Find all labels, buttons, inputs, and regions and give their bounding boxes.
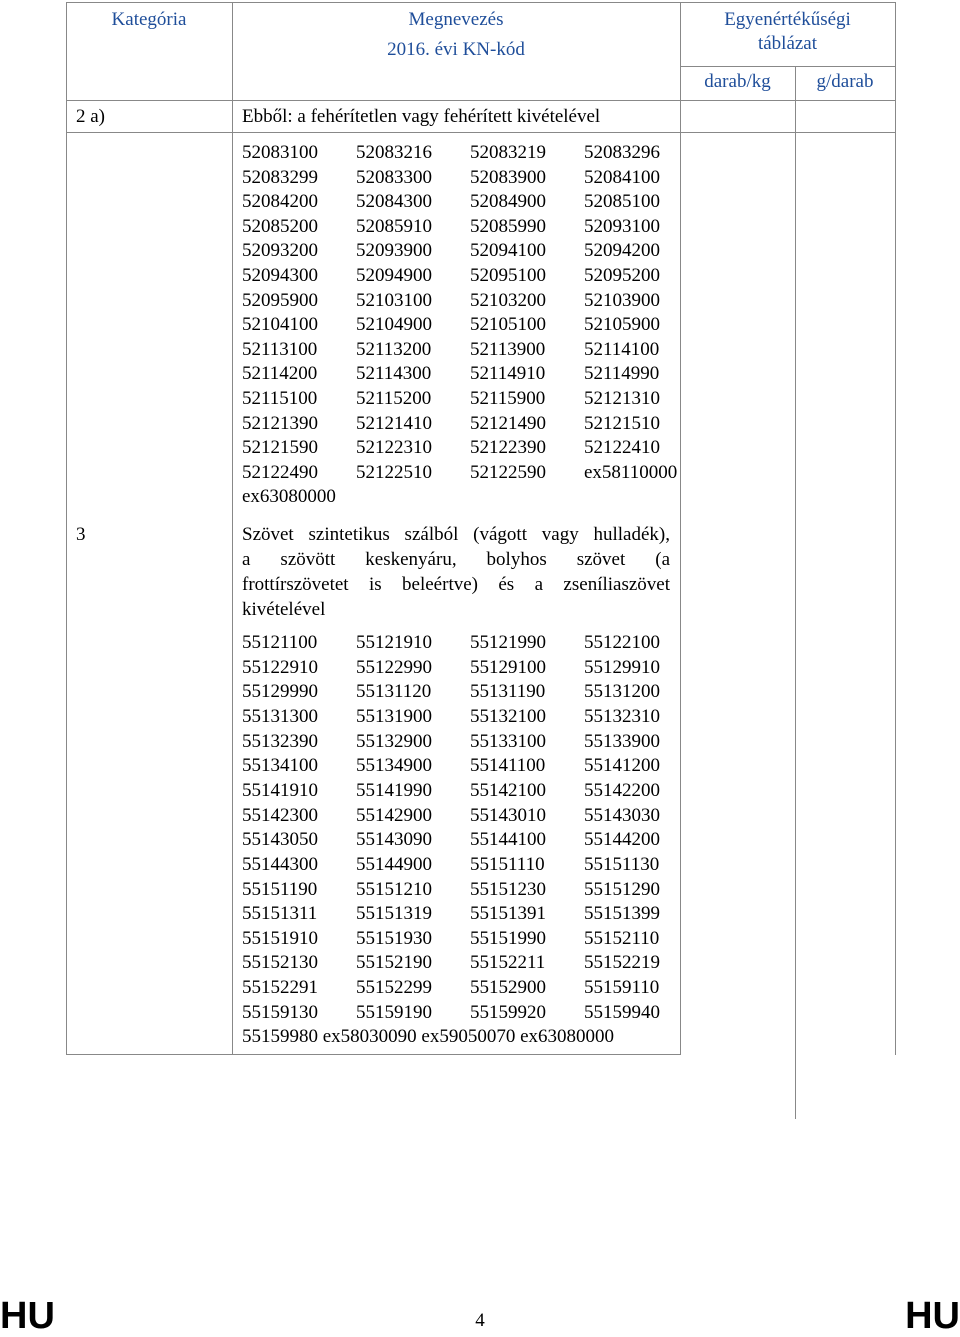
code-row (242, 926, 684, 951)
page-number: 4 (475, 1310, 485, 1331)
kn-code: 52121390 (242, 412, 318, 434)
kn-code: 55151399 (584, 903, 660, 925)
kn-code: 55132310 (584, 705, 660, 727)
kn-code: 55133900 (584, 730, 660, 752)
kn-code: 52103200 (470, 289, 546, 311)
code-row (242, 655, 684, 680)
kn-code: 52104100 (242, 314, 318, 336)
kn-code: 55141910 (242, 779, 318, 801)
kn-code: 52085910 (356, 215, 432, 237)
kn-code: 55151311 (242, 903, 318, 925)
code-row (242, 361, 684, 386)
kn-code: 52084900 (470, 191, 546, 213)
header-kategoria: Kategória (111, 9, 187, 30)
kn-code: ex58110000 (584, 461, 678, 483)
kn-code: 55152211 (470, 952, 546, 974)
kn-code: 52094900 (356, 265, 432, 286)
kn-code: ex63080000 (242, 486, 336, 508)
title-2a: Ebből: a fehérítetlen vagy fehérített kivételével (242, 106, 601, 127)
table-border-top (66, 2, 895, 3)
kn-code: 55151930 (356, 927, 432, 949)
kn-code: 55132900 (356, 730, 432, 752)
kn-code: 52114990 (584, 363, 660, 385)
kn-code: 52104900 (356, 314, 432, 336)
kn-code: 52085100 (584, 191, 660, 213)
code-row (242, 679, 684, 704)
kn-code: 52083219 (470, 142, 546, 163)
kn-code: 55151290 (584, 878, 660, 900)
table-border-col1 (232, 2, 233, 1055)
kn-code: 55151990 (470, 927, 546, 949)
kn-code: 52115200 (356, 388, 432, 409)
code-row (242, 704, 684, 729)
kn-code: 52094300 (242, 265, 318, 286)
code-row (242, 312, 684, 337)
kn-code: 52103100 (356, 289, 432, 311)
code-row (242, 975, 684, 1000)
kn-code: 52114200 (242, 363, 318, 385)
kn-code: 52093900 (356, 240, 432, 262)
category-2a: 2 a) (76, 106, 106, 127)
kn-code: 55151190 (242, 878, 318, 900)
code-row (242, 189, 684, 214)
kn-code: 52113100 (242, 338, 318, 360)
kn-code: 52083900 (470, 166, 546, 188)
header-megnevezes-line2: 2016. évi KN-kód (387, 39, 525, 60)
kn-code: 55152219 (584, 952, 660, 974)
code-row (242, 803, 684, 828)
table-border-units (680, 66, 895, 67)
kn-code: 55143050 (242, 829, 318, 851)
code-row (242, 484, 356, 509)
header-megnevezes (232, 8, 680, 62)
code-row (242, 238, 684, 263)
title-3-line: Szövet szintetikus szálból (vágott vagy hulladék), (242, 524, 670, 545)
kn-code: 55144200 (584, 829, 660, 851)
kn-code: 55159110 (584, 977, 660, 999)
kn-code: 55131200 (584, 681, 660, 703)
footer-hu-left: HU (0, 1295, 55, 1337)
kn-code: 52084200 (242, 191, 318, 213)
code-row (242, 950, 684, 975)
table-border-row-2a (66, 132, 895, 133)
code-row (242, 1000, 684, 1025)
kn-code: 55159190 (356, 1001, 432, 1023)
title-3-line: frottírszövetet is beleértve) és a zseníliaszövet (242, 574, 670, 595)
code-row (242, 435, 684, 460)
kn-code: 55159940 (584, 1001, 660, 1023)
kn-code: 52114100 (584, 338, 660, 360)
kn-code: 52083100 (242, 142, 318, 163)
kn-code: 55129910 (584, 656, 660, 678)
kn-code: 52093200 (242, 240, 318, 262)
code-row (242, 165, 684, 190)
kn-code: 55151230 (470, 878, 546, 900)
kn-code: 52113200 (356, 338, 432, 360)
kn-code: 52093100 (584, 215, 660, 237)
kn-code: 55152130 (242, 952, 318, 974)
category-3: 3 (76, 524, 86, 545)
kn-code: 55144900 (356, 853, 432, 875)
table-border-right (895, 2, 896, 1055)
kn-code: 52122490 (242, 461, 318, 483)
kn-code: 55132390 (242, 730, 318, 752)
kn-code: 55151210 (356, 878, 432, 900)
kn-code: 55134900 (356, 755, 432, 777)
kn-code: 55142200 (584, 779, 660, 801)
code-row (242, 263, 684, 288)
code-row (242, 729, 684, 754)
kn-code: 52083296 (584, 142, 660, 163)
kn-code: 55142900 (356, 804, 432, 826)
kn-code: 55152190 (356, 952, 432, 974)
title-3 (242, 522, 670, 622)
header-unit-g: g/darab (816, 71, 874, 92)
kn-code: 55152110 (584, 927, 660, 949)
code-row (242, 778, 684, 803)
header-unit-kg: darab/kg (704, 71, 771, 92)
kn-code: 55131120 (356, 681, 432, 703)
kn-code: 52094200 (584, 240, 660, 262)
kn-code: 55131900 (356, 705, 432, 727)
kn-code: 55152900 (470, 977, 546, 999)
kn-code: 55151130 (584, 853, 660, 875)
kn-code: 55159920 (470, 1001, 546, 1023)
kn-code: 55151391 (470, 903, 546, 925)
kn-code: 52114910 (470, 363, 546, 385)
kn-code: 52095900 (242, 289, 318, 311)
kn-code: 52113900 (470, 338, 546, 360)
kn-code: 52083216 (356, 142, 432, 163)
kn-code: 52103900 (584, 289, 660, 311)
kn-code: 52105900 (584, 314, 660, 336)
code-row (242, 852, 684, 877)
footer-hu-right: HU (905, 1295, 960, 1337)
header-egyenertek (680, 8, 895, 56)
kn-code: 55151319 (356, 903, 432, 925)
kn-code: 55134100 (242, 755, 318, 777)
kn-code: 55142100 (470, 779, 546, 801)
kn-code: 52115100 (242, 388, 318, 409)
code-row (242, 877, 684, 902)
table-border-left (66, 2, 67, 1055)
kn-code: 52122390 (470, 437, 546, 459)
kn-code: 52121510 (584, 412, 660, 434)
kn-code: 55144300 (242, 853, 318, 875)
kn-code: 55141200 (584, 755, 660, 777)
code-row (242, 337, 684, 362)
kn-code: 52084300 (356, 191, 432, 213)
kn-code: 55122990 (356, 656, 432, 678)
kn-code: 55132100 (470, 705, 546, 727)
header-egyenertek-line1: Egyenértékűségi (724, 9, 851, 30)
kn-code: 55121100 (242, 632, 318, 653)
kn-code: 52094100 (470, 240, 546, 262)
kn-code: 55143030 (584, 804, 660, 826)
title-3-line: a szövött keskenyáru, bolyhos szövet (a (242, 549, 670, 570)
kn-code: 55133100 (470, 730, 546, 752)
header-egyenertek-line2: táblázat (757, 33, 818, 54)
kn-code: 55141100 (470, 755, 546, 777)
code-row (242, 460, 684, 485)
kn-code: 55151910 (242, 927, 318, 949)
kn-code: 55159130 (242, 1001, 318, 1023)
code-row (242, 630, 684, 655)
kn-code: 52121490 (470, 412, 546, 434)
kn-code: 55122910 (242, 656, 318, 678)
kn-code: 52095100 (470, 265, 546, 286)
code-row (242, 386, 684, 411)
kn-code: 52083299 (242, 166, 318, 188)
codes-3-last-line: 55159980 ex58030090 ex59050070 ex63080000 (242, 1026, 615, 1047)
code-row (242, 753, 684, 778)
code-row (242, 140, 684, 165)
kn-code: 55144100 (470, 829, 546, 851)
kn-code: 55143010 (470, 804, 546, 826)
table-border-bottom (66, 1054, 680, 1055)
kn-code: 55152291 (242, 977, 318, 999)
header-megnevezes-line1: Megnevezés (408, 9, 504, 30)
kn-code: 55131300 (242, 705, 318, 727)
kn-code: 55129990 (242, 681, 318, 703)
kn-code: 55141990 (356, 779, 432, 801)
code-row (242, 827, 684, 852)
kn-code: 52121590 (242, 437, 318, 459)
kn-code: 52115900 (470, 388, 546, 409)
kn-code: 52121310 (584, 388, 660, 409)
code-row (242, 288, 684, 313)
kn-code: 52122510 (356, 461, 432, 483)
kn-code: 52085990 (470, 215, 546, 237)
kn-code: 52122590 (470, 461, 546, 483)
kn-code: 52121410 (356, 412, 432, 434)
kn-code: 55131190 (470, 681, 546, 703)
kn-code: 52114300 (356, 363, 432, 385)
kn-code: 52084100 (584, 166, 660, 188)
code-row (242, 411, 684, 436)
kn-code: 52085200 (242, 215, 318, 237)
kn-code: 55129100 (470, 656, 546, 678)
kn-code: 52122310 (356, 437, 432, 459)
kn-code: 55152299 (356, 977, 432, 999)
kn-code: 55142300 (242, 804, 318, 826)
table-border-col3 (795, 66, 796, 1119)
kn-code: 55121990 (470, 632, 546, 653)
kn-code: 55121910 (356, 632, 432, 653)
kn-code: 55143090 (356, 829, 432, 851)
kn-code: 52083300 (356, 166, 432, 188)
kn-code: 55122100 (584, 632, 660, 653)
kn-code: 52122410 (584, 437, 660, 459)
title-3-line: kivételével (242, 599, 326, 620)
table-border-header-bottom (66, 100, 895, 101)
code-row (242, 214, 684, 239)
code-row (242, 901, 684, 926)
kn-code: 55151110 (470, 853, 545, 875)
kn-code: 52095200 (584, 265, 660, 286)
kn-code: 52105100 (470, 314, 546, 336)
